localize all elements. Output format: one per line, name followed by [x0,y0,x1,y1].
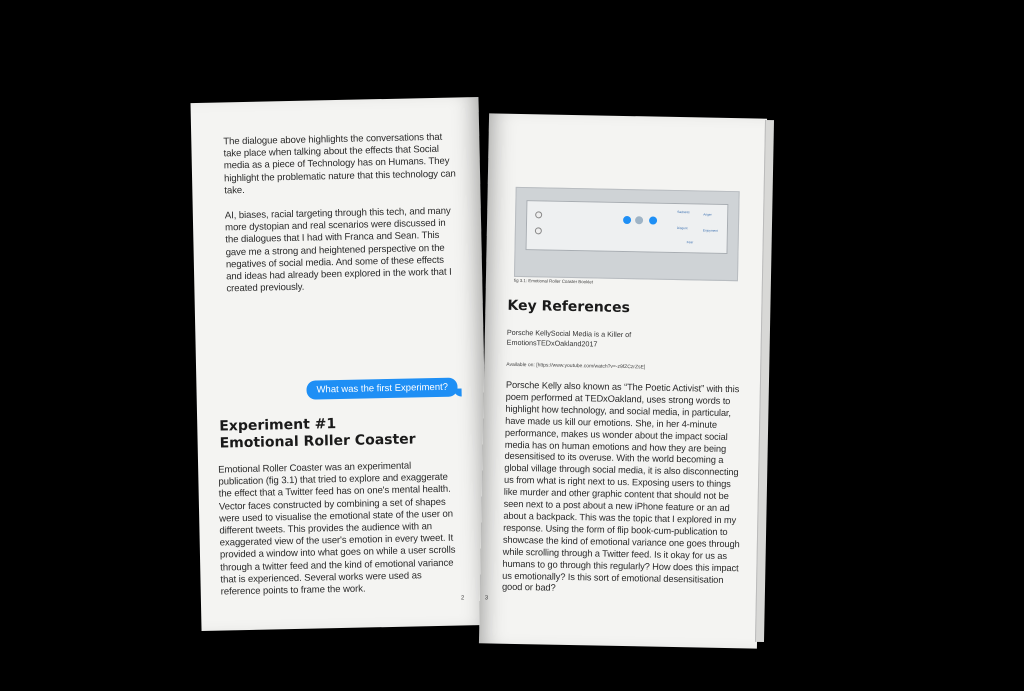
experiment-heading-line2: Emotional Roller Coaster [219,431,416,452]
experiment-body: Emotional Roller Coaster was an experimental publication (fig 3.1) that tried to explore and exaggerate the effect that a Twitter feed has on one's mental health. Vector faces constructed by combining a set of shapes were used to visualise the emotional state of the user on different tweets. This provides the audience with an exaggerated view of the user's emotion in every tweet. It provided a window into what goes on while a user scrolls through a twitter feed and the kind of emotional variance that is experienced. Several works were used as reference points to frame the work. [218,460,456,598]
blue-dot-icon [623,216,631,224]
figure-booklet-photo [525,200,728,254]
blue-dot-icon [649,216,657,224]
figure-label-fear: Fear [686,240,694,245]
second-paragraph: AI, biases, racial targeting through this tech, and many more dystopian and real scenarios were discussed in the dialogues that I had with Franca and Sean. This gave me a strong and heightened perspective on the negatives of social media. And some of these effects and ideas had already been explored in the work that I created previously. [224,205,452,295]
left-page [191,97,490,631]
right-page [479,113,767,648]
reference-body: Porsche Kelly also known as “The Poetic Activist” with this poem performed at TEDxOakland, uses strong words to highlight how technology, and social media, in particular, have made us kill our emotions. She, in her 4-minute performance, makes us wonder about the impact social media has on human emotions and how they are being desensitised to its overuse. With the world becoming a global village through social media, it is also disconnecting us from what is right next to us. Exposing users to things like murder and other graphic content that should not be seen next to a post about a new iPhone feature or an ad about a backpack. This was the topic that I explored in my response. Using the form of flip book-cum-publication to showcase the kind of emotional variance one goes through while scrolling through a Twitter feed. Is it okay for us as humans to go through this regularly? How does this impact us emotionally? Is this sort of emotional desensitisation good or bad? [501,379,740,594]
figure-label-anger: Anger [703,212,712,217]
chat-bubble-tail [454,388,462,396]
figure-label-enjoyment: Enjoyment [702,228,719,233]
knob-icon [535,227,542,234]
experiment-heading-line1: Experiment #1 [219,416,337,435]
grey-dot-icon [635,216,643,224]
experiment-heading [219,414,416,452]
reference-link[interactable]: Available on: [https://www.youtube.com/watch?v=-z9fZCzrZsE] [506,361,646,371]
knob-icon [535,211,542,218]
figure-label-sadness: Sadness [677,210,690,215]
figure-image [514,187,740,281]
chat-bubble-text: What was the first Experiment? [316,381,449,396]
key-references-heading: Key References [507,297,631,317]
page-number-left: 2 [460,595,465,602]
figure-caption: fig 3.1: Emotional Roller Coaster Booklet [513,277,594,285]
reference-title: Porsche KellySocial Media is a Killer of EmotionsTEDxOakland2017 [506,327,632,349]
intro-paragraph: The dialogue above highlights the conversations that take place when talking about the effects that Social media as a piece of Technology has on Humans. They highlight the problematic nature that this technology can take. [223,131,456,197]
chat-bubble [306,378,458,400]
figure-label-disgust: Disgust [676,226,688,231]
page-number-right: 3 [484,595,489,602]
